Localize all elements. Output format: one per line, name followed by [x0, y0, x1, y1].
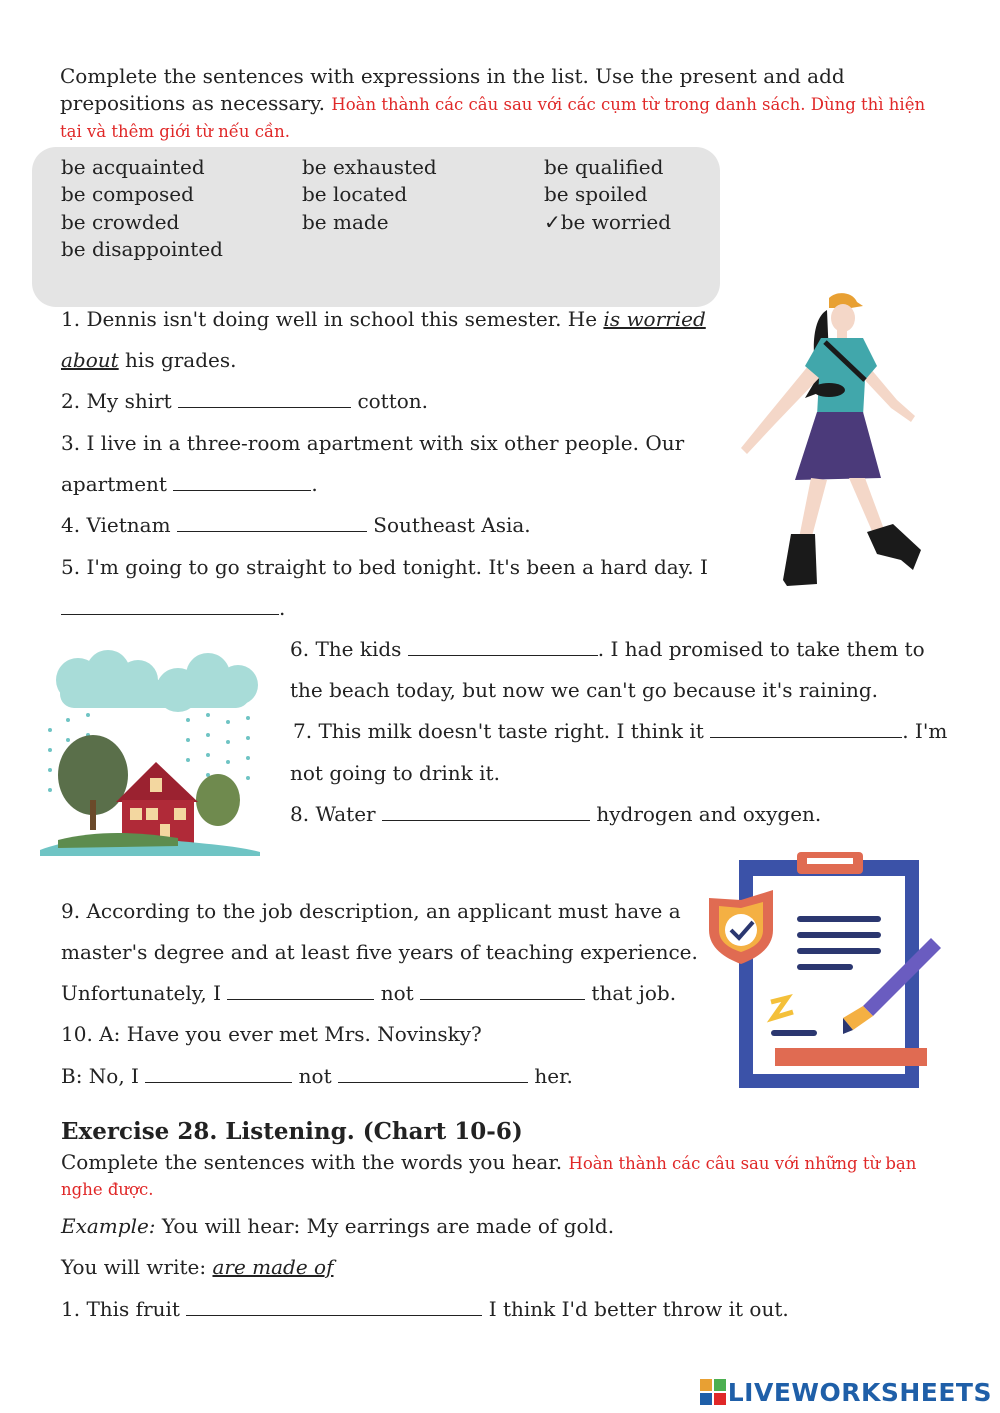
brand-name: LIVEWORKSHEETS — [727, 1378, 992, 1407]
answer-blank-10b[interactable] — [338, 1065, 528, 1083]
example-answer-preposition: about — [61, 348, 119, 372]
word-item: be located — [302, 182, 408, 206]
question-2: 2. My shirt cotton. — [61, 389, 429, 413]
example-line — [61, 1215, 614, 1237]
exercise-28-instructions — [61, 1150, 941, 1202]
example-label: Example: — [61, 1214, 156, 1238]
question-7: 7. This milk doesn't taste right. I think it . I'm — [293, 719, 948, 743]
clipboard-illustration — [705, 852, 950, 1092]
question-3-cont: apartment . — [61, 472, 318, 496]
question-6: 6. The kids . I had promised to take them to — [290, 637, 925, 661]
question-5-cont: . — [61, 597, 285, 619]
question-10: 10. A: Have you ever met Mrs. Novinsky? — [61, 1022, 482, 1046]
answer-blank-6[interactable] — [408, 638, 598, 656]
question-1: 1. Dennis isn't doing well in school this semester. He is worried — [61, 307, 706, 331]
word-item: be spoiled — [544, 182, 648, 206]
question-8: 8. Water hydrogen and oxygen. — [290, 802, 822, 826]
write-answer: are made of — [212, 1255, 334, 1279]
answer-blank-2[interactable] — [178, 390, 351, 408]
answer-blank-7[interactable] — [710, 720, 902, 738]
instruction-text: Complete the sentences with expressions in the list. Use the present and add prepositions as necessary. — [60, 64, 845, 115]
rainy-house-illustration — [38, 650, 263, 858]
word-item: be exhausted — [302, 155, 437, 179]
exercise-28-heading — [61, 1119, 523, 1145]
liveworksheets-logo-icon — [700, 1379, 726, 1405]
listening-question-1: 1. This fruit I think I'd better throw it out. — [61, 1297, 789, 1321]
word-item: be composed — [61, 182, 194, 206]
instruction-translation: Hoàn thành các câu sau với các cụm từ trong danh sách. Dùng thì hiện tại và thêm giới từ nếu cần. — [60, 95, 926, 141]
word-item: be made — [302, 210, 389, 234]
question-7-cont: not going to drink it. — [290, 761, 500, 785]
answer-blank-8[interactable] — [382, 803, 590, 821]
answer-blank-3[interactable] — [173, 473, 311, 491]
question-9-cont: master's degree and at least five years of teaching experience. — [61, 940, 698, 964]
question-4: 4. Vietnam Southeast Asia. — [61, 513, 531, 537]
example-text: You will hear: My earrings are made of gold. — [161, 1214, 615, 1238]
write-label: You will write: — [61, 1255, 207, 1279]
answer-blank-10a[interactable] — [145, 1065, 292, 1083]
answer-blank-9b[interactable] — [420, 982, 585, 1000]
question-5: 5. I'm going to go straight to bed tonight. It's been a hard day. I — [61, 555, 708, 579]
question-9: 9. According to the job description, an applicant must have a — [61, 899, 681, 923]
question-9-cont2: Unfortunately, I not that job. — [61, 981, 677, 1005]
exercise-28-translation: Hoàn thành các câu sau với những từ bạn nghe được. — [61, 1154, 917, 1199]
question-6-cont: the beach today, but now we can't go because it's raining. — [290, 678, 879, 702]
listening-answer-blank-1[interactable] — [186, 1298, 482, 1316]
word-item-checked: ✓be worried — [544, 210, 672, 234]
exercise-28-title: Exercise 28. Listening. (Chart 10-6) — [61, 1118, 523, 1145]
write-line — [61, 1256, 333, 1278]
answer-blank-4[interactable] — [177, 514, 367, 532]
answer-blank-5[interactable] — [61, 597, 279, 615]
instructions — [60, 63, 940, 144]
question-10-cont: B: No, I not her. — [61, 1064, 573, 1088]
walking-girl-illustration — [725, 288, 925, 593]
word-item: be disappointed — [61, 237, 223, 261]
liveworksheets-logo[interactable] — [700, 1378, 992, 1407]
exercise-28-instruction: Complete the sentences with the words you hear. — [61, 1150, 563, 1174]
word-item: be crowded — [61, 210, 180, 234]
example-answer: is worried — [603, 307, 706, 331]
word-item: be qualified — [544, 155, 664, 179]
word-item: be acquainted — [61, 155, 205, 179]
answer-blank-9a[interactable] — [227, 982, 374, 1000]
question-1-cont: about his grades. — [61, 348, 237, 372]
question-3: 3. I live in a three-room apartment with six other people. Our — [61, 431, 685, 455]
